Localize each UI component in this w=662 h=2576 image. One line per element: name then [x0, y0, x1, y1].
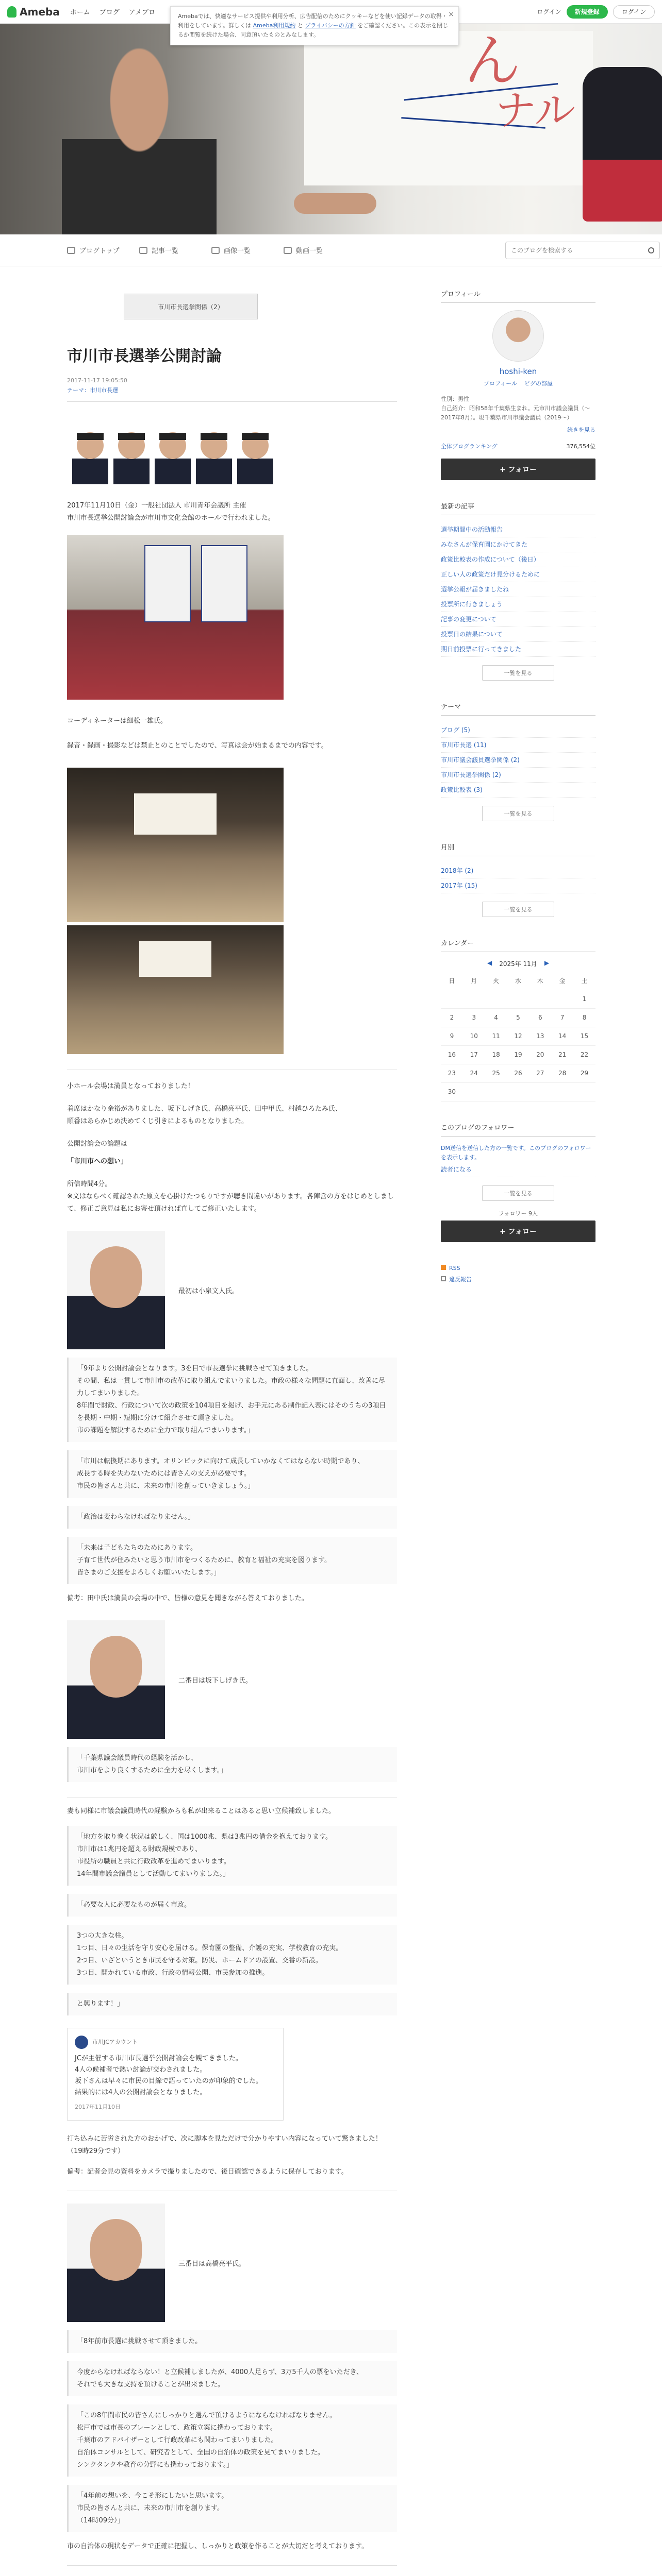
flag-icon — [441, 1276, 446, 1281]
footer-links — [441, 1263, 595, 1285]
article-paragraph: 偏考：田中氏は満員の会場の中で、皆様の意見を聞きながら答えておりました。 — [67, 1595, 308, 1602]
search-input[interactable] — [511, 247, 648, 254]
theme-more-button[interactable]: 一覧を見る — [482, 806, 554, 821]
calendar-weekday: 土 — [581, 977, 588, 985]
calendar-weekday: 火 — [493, 977, 500, 985]
calendar-next-icon[interactable]: ▶ — [544, 959, 550, 967]
hall-photo — [67, 768, 284, 922]
terms-link[interactable]: Ameba利用規約 — [253, 22, 296, 29]
calendar-day: 22 — [573, 1045, 595, 1064]
calendar-day: 27 — [529, 1064, 551, 1082]
topbar-nav-item[interactable]: アメブロ — [128, 9, 155, 16]
camera-icon — [211, 247, 220, 254]
followers-section — [441, 1122, 595, 1242]
become-reader-link[interactable]: 読者になる — [441, 1162, 595, 1177]
calendar-day: 11 — [485, 1027, 507, 1045]
calendar-day: 26 — [507, 1064, 529, 1082]
calendar-day: 6 — [529, 1008, 551, 1027]
article-paragraph: 妻も同様に市議会議員時代の経験からも私が出来ることはあると思い立候補致しました。 — [67, 1807, 336, 1815]
speech-quote: と興ります！」 — [67, 1993, 397, 2015]
calendar-prev-icon[interactable]: ◀ — [487, 959, 492, 967]
speaker-caption: 最初は小泉文人氏。 — [178, 1287, 239, 1295]
cookie-notice: Amebaでは、快適なサービス提供や利用分析、広告配信のためにクッキーなどを使い記録データの取得・利用をしています。詳しくは Ameba利用規約 と プライバシーの方針 をご確認ください。この表示を閉じるか閲覧を続けた場合、同意頂いたものとみなします。 × — [170, 6, 459, 45]
pigg-room-link[interactable]: ピグの部屋 — [524, 380, 553, 387]
calendar-day — [551, 1082, 573, 1101]
monthly-section — [441, 842, 595, 917]
article-theme[interactable]: テーマ：市川市長選 — [67, 387, 118, 394]
article-paragraph: 小ホール会場は満員となっておりました！ — [67, 1082, 194, 1090]
calendar-day — [441, 990, 463, 1008]
embedded-tweet[interactable] — [67, 2028, 284, 2121]
avatar[interactable] — [492, 310, 544, 362]
article-paragraph: 市の自治体の現状をデータで正確に把握し、しっかりと政策を作ることが大切だと考えております。 — [67, 2543, 368, 2550]
calendar-day: 16 — [441, 1045, 463, 1064]
calendar-weekday: 日 — [449, 977, 455, 985]
calendar-weekday: 金 — [559, 977, 566, 985]
nav-blog-top[interactable]: ブログトップ — [67, 245, 139, 255]
ranking-label[interactable]: 全体ブログランキング — [441, 443, 498, 450]
calendar-weekday: 木 — [537, 977, 543, 985]
theme-link[interactable]: ブログ (5) — [441, 723, 595, 738]
calendar-day: 17 — [463, 1045, 485, 1064]
tweet-account: 市川JCアカウント — [92, 2039, 138, 2045]
speaker-photo — [67, 1231, 165, 1349]
speech-quote: 「9年より公開討論会となります。3を目で市長選挙に挑戦させて頂きました。 その間、私は一貫して市川市の改革に取り組んでまいりました。市政の様々な問題に直面し、改善に尽力してまいりました。 8年間で財政、行政について次の政策を104項目を掲げ、お手元にある制作記入表にはそのうちの3項目を長期・中期・短期に分けて紹介させて頂きました。 市の課題を解決するために全力で取り組んでまいります。」 — [67, 1358, 397, 1442]
speaker-block — [67, 2204, 397, 2322]
privacy-link[interactable]: プライバシーの方針 — [305, 22, 356, 29]
calendar-day — [529, 1082, 551, 1101]
nav-article-list[interactable]: 記事一覧 — [139, 245, 211, 255]
recent-section — [441, 501, 595, 681]
category-button[interactable]: 市川市長選挙関係（2） — [124, 294, 258, 319]
calendar-day: 23 — [441, 1064, 463, 1082]
follower-count: フォロワー 9人 — [499, 1210, 538, 1217]
calendar-day: 20 — [529, 1045, 551, 1064]
nav-image-list[interactable]: 画像一覧 — [211, 245, 284, 255]
topbar-nav-item[interactable]: ブログ — [99, 9, 120, 16]
register-button[interactable]: 新規登録 — [567, 5, 608, 19]
ameba-logo-icon — [7, 6, 16, 18]
candidates-photo — [67, 422, 284, 484]
header-person — [62, 41, 217, 234]
calendar-day: 10 — [463, 1027, 485, 1045]
calendar-day — [463, 1082, 485, 1101]
topbar-login-link[interactable]: ログイン — [537, 8, 561, 15]
ameba-logo[interactable]: Ameba — [7, 6, 60, 18]
calendar-day — [551, 990, 573, 1008]
header-hand — [294, 193, 376, 214]
sidebar-heading: プロフィール — [441, 289, 595, 303]
divider — [67, 401, 397, 402]
report-link[interactable]: 違反報告 — [441, 1274, 595, 1285]
calendar-day — [507, 990, 529, 1008]
profile-more-link[interactable]: 続きを見る — [567, 427, 595, 433]
speaker-photo — [67, 1620, 165, 1739]
article-paragraph: 2017年11月10日（金）一般社団法人 市川青年会議所 主催 市川市長選挙公開討論会が市川市文化会館のホールで行われました。 — [67, 502, 275, 522]
speech-quote: 「必要な人に必要なものが届く市政。 — [67, 1894, 397, 1917]
month-link[interactable]: 2017年 (15) — [441, 878, 595, 893]
calendar-table — [441, 971, 595, 1101]
ranking-value: 376,554位 — [566, 443, 595, 450]
speech-quote: 「未来は子どもたちのためにあります。 子育て世代が住みたいと思う市川市をつくるために、教育と福祉の充実を図ります。 皆さまのご支援をよろしくお願いいたします。」 — [67, 1537, 397, 1584]
banner — [144, 545, 191, 622]
close-icon[interactable]: × — [448, 10, 454, 19]
calendar-day — [573, 1082, 595, 1101]
video-icon — [284, 247, 292, 254]
nav-video-list[interactable]: 動画一覧 — [284, 245, 356, 255]
topbar-nav — [70, 7, 155, 16]
candidate-figure — [237, 432, 273, 484]
article-paragraph: 所信時間4分。 ※文はならべく確認された原文を心掛けたつもりですが聴き間違いがあります。各陣営の方をはじめとしまして、修正ご意見は私にお寄せ頂ければ直してご修正いたします。 — [67, 1180, 394, 1213]
calendar-day: 19 — [507, 1045, 529, 1064]
rss-icon — [441, 1265, 446, 1270]
calendar-weekday: 水 — [515, 977, 521, 985]
tweet-date: 2017年11月10日 — [75, 2104, 121, 2110]
sidebar-heading: 最新の記事 — [441, 501, 595, 515]
candidate-figure — [113, 432, 150, 484]
topbar-nav-item[interactable]: ホーム — [70, 9, 90, 16]
recent-article-link[interactable]: 政策比較表の作成について（後日） — [441, 552, 595, 567]
banner — [201, 545, 247, 622]
calendar-day: 14 — [551, 1027, 573, 1045]
speaker-block — [67, 1231, 397, 1349]
calendar-day: 13 — [529, 1027, 551, 1045]
sidebar-heading: 月別 — [441, 842, 595, 856]
speech-quote: 3つの大きな柱。 1つ目、日々の生活を守り安心を届ける。保育園の整備、介護の充実、学校教育の充実。 2つ目、いざというとき市民を守る対策。防災、ホームドアの設置、交番の新設。 3つ目、開かれている市政、行政の情報公開、市民参加の推進。 — [67, 1925, 397, 1985]
calendar-day: 12 — [507, 1027, 529, 1045]
candidates-illustration — [67, 422, 284, 484]
header-accent-glyph: ん — [464, 28, 521, 94]
speech-quote: 今度からなければならない！と立候補しましたが、4000人足らず、3万5千人の票をいただき、 それでも大きな支持を頂けることが出来ました。 — [67, 2361, 397, 2396]
calendar-day: 8 — [573, 1008, 595, 1027]
recent-article-link[interactable]: みなさんが保育園にかけてきた — [441, 537, 595, 552]
avatar — [75, 2036, 88, 2049]
search-icon[interactable] — [648, 247, 654, 253]
speech-quote: 「市川は転換期にあります。オリンピックに向けて成長していかなくてはならない時期であり、 成長する時を失わないためには皆さんの支えが必要です。 市民の皆さんと共に、未来の市川を創っていきましょう。」 — [67, 1450, 397, 1498]
calendar-day: 7 — [551, 1008, 573, 1027]
stage-screen — [139, 941, 211, 977]
calendar-day: 21 — [551, 1045, 573, 1064]
followers-text: DM送信を送信した方の一覧です。このブログのフォロワーを表示します。 — [441, 1144, 591, 1161]
calendar-day: 28 — [551, 1064, 573, 1082]
speech-quote: 「8年前市長選に挑戦させて頂きました。 — [67, 2330, 397, 2353]
calendar-day: 2 — [441, 1008, 463, 1027]
sidebar-heading: このブログのフォロワー — [441, 1122, 595, 1137]
speech-quote: 「地方を取り巻く状況は厳しく、国は1000兆、県は3兆円の借金を抱えております。 市川市は1兆円を超える財政規模であり、 市役所の職員と共に行政改革を進めてまいります。 14年間市議会議員として活動してまいりました。」 — [67, 1826, 397, 1886]
calendar-day: 30 — [441, 1082, 463, 1101]
monthly-more-button[interactable]: 一覧を見る — [482, 902, 554, 917]
article-paragraph: 偏考：記者会見の資料をカメラで撮りましたので、後日確認できるように保存しております。 — [67, 2168, 348, 2176]
calendar-day: 29 — [573, 1064, 595, 1082]
month-link[interactable]: 2018年 (2) — [441, 863, 595, 878]
home-icon — [67, 247, 75, 254]
debate-topic: 「市川市への想い」 — [67, 1158, 128, 1165]
follow-button[interactable]: + フォロー — [441, 1221, 595, 1242]
calendar-weekday: 月 — [471, 977, 477, 985]
calendar-day: 9 — [441, 1027, 463, 1045]
speech-quote: 「千葉県議会議員時代の経験を活かし、 市川市をより良くするために全力を尽くします。」 — [67, 1747, 397, 1782]
recent-article-link[interactable]: 正しい人の政策だけ見分けるために — [441, 567, 595, 582]
calendar-day: 15 — [573, 1027, 595, 1045]
recent-more-button[interactable]: 一覧を見る — [482, 665, 554, 681]
calendar-day — [463, 990, 485, 1008]
calendar-section — [441, 938, 595, 1101]
recent-article-link[interactable]: 投票日の結果について — [441, 627, 595, 642]
calendar-day: 5 — [507, 1008, 529, 1027]
divider — [67, 2565, 397, 2566]
theme-link[interactable]: 政策比較表 (3) — [441, 783, 595, 798]
calendar-day: 18 — [485, 1045, 507, 1064]
profile-text: 性別：男性 自己紹介：昭和58年千葉県生まれ。元市川市議会議員（〜2017年8月）。現千葉県市川市議会議員（2019〜） — [441, 396, 590, 421]
candidate-figure — [72, 432, 108, 484]
stage-screen — [134, 793, 217, 835]
profile-link[interactable]: プロフィール — [484, 380, 517, 387]
article-date: 2017-11-17 19:05:50 — [67, 377, 127, 384]
calendar-day: 3 — [463, 1008, 485, 1027]
tweet-text: JCが主催する市川市長選挙公開討論会を観てきました。 4人の候補者で熱い討論が交わされました。 坂下さんは早々に市民の目線で語っていたのが印象的でした。 結果的には4人の公開討論会となりました。 — [75, 2055, 263, 2096]
calendar-day: 1 — [573, 990, 595, 1008]
article — [67, 278, 397, 2576]
calendar-month: 2025年 11月 — [499, 960, 537, 968]
speaker-caption: 二番目は坂下しげき氏。 — [178, 1676, 253, 1685]
profile-section — [441, 289, 595, 480]
article-paragraph: 打ち込みに苦労された方のおかげで、次に脚本を見ただけで分かりやすい内容になっていて驚きました！（19時29分です） — [67, 2135, 382, 2155]
calendar-day — [529, 990, 551, 1008]
speech-quote: 「この8年間市民の皆さんにしっかりと選んで頂けるようにならなければなりません。 松戸市では市長のブレーンとして、政策立案に携わっております。 千葉市のアドバイザーとして行政改革にも関わってまいりました。 自治体コンサルとして、研究者として、全国の自治体の政策を見てまいりました。 シンクタンクや教育の分野にも携わっております。」 — [67, 2404, 397, 2477]
theme-link[interactable]: 市川市長選 (11) — [441, 738, 595, 753]
list-icon — [139, 247, 147, 254]
venue-stair-photo — [67, 535, 284, 700]
sidebar-heading: テーマ — [441, 701, 595, 716]
recent-article-link[interactable]: 選挙期間中の活動報告 — [441, 522, 595, 537]
article-paragraph: 着席はかなり余裕がありました、坂下しげき氏、高橋亮平氏、田中甲氏、村越ひろたみ氏、 順番はあらかじめ決めてくじ引きによるものとなりました。 — [67, 1105, 342, 1125]
calendar-day: 25 — [485, 1064, 507, 1082]
hall-photo — [67, 925, 284, 1054]
speech-quote: 「4年前の想いを、今こそ形にしたいと思います。 市民の皆さんと共に、未来の市川市を創ります。 （14時09分）」 — [67, 2485, 397, 2532]
blog-search — [505, 242, 660, 259]
recent-article-link[interactable]: 投票所に行きましょう — [441, 597, 595, 612]
recent-article-link[interactable]: 選挙公報が届きましたね — [441, 582, 595, 597]
followers-more-button[interactable]: 一覧を見る — [482, 1185, 554, 1201]
sidebar-heading: カレンダー — [441, 938, 595, 952]
article-title: 市川市長選挙公開討論 — [67, 347, 222, 365]
follow-button[interactable]: + フォロー — [441, 459, 595, 480]
recent-article-link[interactable]: 期日前投票に行ってきました — [441, 642, 595, 657]
calendar-day — [485, 990, 507, 1008]
header-person-seated — [583, 67, 662, 222]
candidate-figure — [196, 432, 232, 484]
recent-article-link[interactable]: 記事の変更について — [441, 612, 595, 627]
calendar-day — [485, 1082, 507, 1101]
login-button[interactable]: ログイン — [613, 5, 655, 19]
rss-link[interactable]: RSS — [441, 1263, 595, 1274]
calendar-day: 4 — [485, 1008, 507, 1027]
speaker-block — [67, 1620, 397, 1739]
article-paragraph: 公開討論会の論題は — [67, 1140, 128, 1148]
calendar-day: 24 — [463, 1064, 485, 1082]
theme-link[interactable]: 市川市長選挙関係 (2) — [441, 768, 595, 783]
theme-link[interactable]: 市川市議会議員選挙関係 (2) — [441, 753, 595, 768]
theme-section — [441, 701, 595, 821]
candidate-figure — [155, 432, 191, 484]
sidebar — [441, 289, 595, 1306]
speaker-caption: 三番目は高橋亮平氏。 — [178, 2260, 246, 2268]
speaker-photo — [67, 2204, 165, 2322]
blog-nav — [0, 234, 662, 266]
header-accent-glyph: ナル — [495, 87, 575, 134]
article-paragraph: コーディネーターは細松一雄氏。 録音・録画・撮影などは禁止とのことでしたので、写真は会が始まるまでの内容です。 — [67, 717, 328, 750]
calendar-day — [507, 1082, 529, 1101]
speech-quote: 「政治は変わらなければなりません。」 — [67, 1506, 397, 1529]
profile-name[interactable]: hoshi-ken — [499, 367, 537, 376]
